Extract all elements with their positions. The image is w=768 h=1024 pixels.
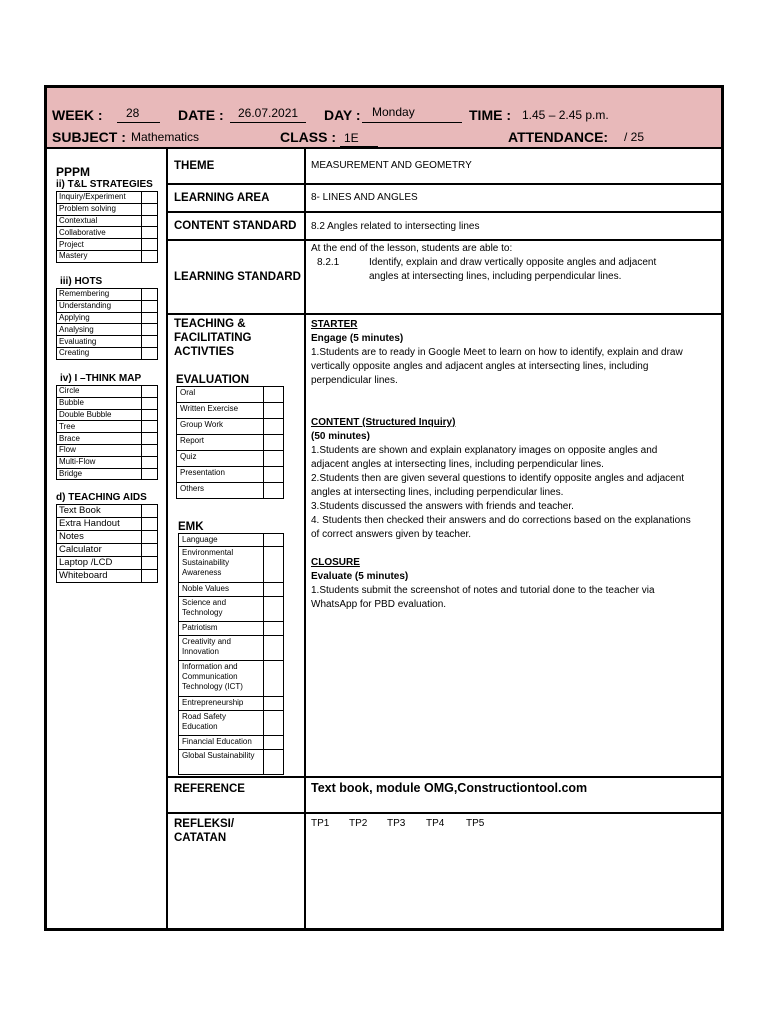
starter-title: STARTER (311, 319, 358, 330)
list-item: Contextual (57, 215, 158, 227)
list-item: Science and Technology (179, 597, 284, 622)
checkbox[interactable] (142, 336, 158, 348)
checkbox[interactable] (264, 419, 284, 435)
checkbox[interactable] (264, 661, 284, 697)
list-item: Whiteboard (57, 570, 158, 583)
day-label: DAY : (324, 107, 361, 123)
refleksi-label-1: REFLEKSI/ (174, 818, 235, 830)
tp-2: TP2 (349, 818, 368, 829)
checkbox[interactable] (142, 456, 158, 468)
teaching-aids-table (56, 504, 158, 583)
attendance-label: ATTENDANCE: (508, 129, 609, 145)
list-item: Problem solving (57, 203, 158, 215)
list-item: Inquiry/Experiment (57, 192, 158, 204)
tfa-label-1: TEACHING & (174, 318, 246, 330)
checkbox[interactable] (142, 397, 158, 409)
i-think-map-table (56, 385, 158, 480)
list-item: Language (179, 534, 284, 547)
time-value: 1.45 – 2.45 p.m. (522, 108, 609, 122)
evaluation-title: EVALUATION (176, 374, 250, 386)
pppm-title: PPPM (56, 165, 91, 179)
theme-label: THEME (174, 160, 215, 172)
theme-value: MEASUREMENT AND GEOMETRY (311, 160, 472, 171)
subject-value: Mathematics (131, 130, 200, 144)
checkbox[interactable] (264, 583, 284, 597)
checkbox[interactable] (142, 347, 158, 359)
checkbox[interactable] (264, 534, 284, 547)
list-item: Patriotism (179, 622, 284, 636)
list-item: Written Exercise (177, 403, 284, 419)
reference-value: Text book, module OMG,Constructiontool.com (311, 781, 588, 795)
checkbox[interactable] (264, 697, 284, 711)
list-item: Analysing (57, 324, 158, 336)
i-think-map-title: iv) I –THINK MAP (60, 373, 142, 384)
checkbox[interactable] (142, 289, 158, 301)
class-value: 1E (344, 131, 359, 145)
week-label: WEEK : (52, 107, 103, 123)
checkbox[interactable] (264, 547, 284, 583)
checkbox[interactable] (264, 387, 284, 403)
hots-title: iii) HOTS (60, 276, 103, 287)
list-item: Noble Values (179, 583, 284, 597)
date-value: 26.07.2021 (238, 106, 299, 120)
content-standard-label: CONTENT STANDARD (174, 220, 297, 232)
emk-title: EMK (178, 521, 204, 533)
list-item: Report (177, 435, 284, 451)
learning-standard-intro: At the end of the lesson, students are able to: (311, 243, 513, 254)
tl-strategies-table (56, 191, 158, 263)
checkbox[interactable] (142, 505, 158, 518)
list-item: Circle (57, 386, 158, 398)
learning-standard-text-2: angles at intersecting lines, including perpendicular lines. (369, 271, 622, 282)
content-subtitle: (50 minutes) (311, 431, 370, 442)
activities-text: STARTER Engage (5 minutes) 1.Students are to ready in Google Meet to learn on how to identify, explain and draw vertically opposite angles and adjacent angles at intersecting lines, including perpendicular lines. CONTENT (Structured Inquiry) (50 minutes) 1.Students are shown and explain explanatory images on opposite angles and adjacent angles at intersecting lines, including perpendicular lines. 2.Students then are given several questions to identify opposite angles and adjacent angles at intersecting lines, including perpendicular lines. 3.Students discussed the answers with friends and teacher. 4. Students then checked their answers and do corrections based on the explanations of correct answers given by teacher. CLOSURE Evaluate (5 minutes) 1.Students submit the screenshot of notes and tutorial done to the teacher via WhatsApp for PBD evaluation. (311, 318, 719, 612)
checkbox[interactable] (142, 239, 158, 251)
tp-1: TP1 (311, 818, 330, 829)
list-item: Extra Handout (57, 518, 158, 531)
checkbox[interactable] (264, 622, 284, 636)
list-item: Financial Education (179, 736, 284, 750)
checkbox[interactable] (142, 250, 158, 262)
tl-strategies-title: ii) T&L STRATEGIES (56, 179, 153, 190)
tfa-label-3: ACTIVTIES (174, 346, 235, 358)
list-item: Entrepreneurship (179, 697, 284, 711)
list-item: Mastery (57, 250, 158, 262)
teaching-aids-title: d) TEACHING AIDS (56, 492, 147, 503)
list-item: Group Work (177, 419, 284, 435)
learning-standard-code: 8.2.1 (317, 257, 340, 268)
checkbox[interactable] (142, 409, 158, 421)
list-item: Understanding (57, 300, 158, 312)
checkbox[interactable] (142, 433, 158, 445)
emk-table (178, 533, 284, 775)
checkbox[interactable] (264, 451, 284, 467)
hots-table (56, 288, 158, 360)
checkbox[interactable] (142, 192, 158, 204)
list-item: Laptop /LCD (57, 557, 158, 570)
list-item: Remembering (57, 289, 158, 301)
checkbox[interactable] (264, 483, 284, 499)
list-item: Presentation (177, 467, 284, 483)
checkbox[interactable] (142, 421, 158, 433)
learning-area-value: 8- LINES AND ANGLES (311, 192, 418, 203)
list-item: Applying (57, 312, 158, 324)
checkbox[interactable] (142, 324, 158, 336)
learning-standard-text-1: Identify, explain and draw vertically opposite angles and adjacent (369, 257, 657, 268)
checkbox[interactable] (142, 518, 158, 531)
tp-4: TP4 (426, 818, 445, 829)
checkbox[interactable] (142, 203, 158, 215)
checkbox[interactable] (142, 544, 158, 557)
list-item: Bridge (57, 468, 158, 480)
tp-5: TP5 (466, 818, 485, 829)
checkbox[interactable] (142, 386, 158, 398)
date-label: DATE : (178, 107, 224, 123)
closure-title: CLOSURE (311, 557, 360, 568)
list-item: Collaborative (57, 227, 158, 239)
list-item: Brace (57, 433, 158, 445)
class-label: CLASS : (280, 129, 336, 145)
attendance-value: / 25 (624, 130, 645, 144)
learning-area-label: LEARNING AREA (174, 192, 270, 204)
list-item: Global Sustainability (179, 750, 284, 775)
checkbox[interactable] (142, 531, 158, 544)
reference-label: REFERENCE (174, 783, 245, 795)
checkbox[interactable] (264, 597, 284, 622)
list-item: Double Bubble (57, 409, 158, 421)
day-value: Monday (372, 105, 415, 119)
checkbox[interactable] (264, 435, 284, 451)
subject-label: SUBJECT : (52, 129, 126, 145)
closure-subtitle: Evaluate (5 minutes) (311, 571, 409, 582)
checkbox[interactable] (264, 750, 284, 775)
list-item: Creativity and Innovation (179, 636, 284, 661)
list-item: Information and Communication Technology (ICT) (179, 661, 284, 697)
list-item: Oral (177, 387, 284, 403)
checkbox[interactable] (142, 570, 158, 583)
list-item: Project (57, 239, 158, 251)
checkbox[interactable] (142, 215, 158, 227)
list-item: Evaluating (57, 336, 158, 348)
list-item: Creating (57, 347, 158, 359)
checkbox[interactable] (264, 403, 284, 419)
checkbox[interactable] (264, 711, 284, 736)
list-item: Flow (57, 444, 158, 456)
learning-standard-label: LEARNING STANDARD (174, 271, 301, 283)
checkbox[interactable] (142, 227, 158, 239)
list-item: Bubble (57, 397, 158, 409)
list-item: Calculator (57, 544, 158, 557)
list-item: Others (177, 483, 284, 499)
list-item: Environmental Sustainability Awareness (179, 547, 284, 583)
content-standard-value: 8.2 Angles related to intersecting lines (311, 221, 480, 232)
checkbox[interactable] (142, 557, 158, 570)
checkbox[interactable] (142, 300, 158, 312)
checkbox[interactable] (264, 636, 284, 661)
tp-3: TP3 (387, 818, 406, 829)
list-item: Multi-Flow (57, 456, 158, 468)
refleksi-label-2: CATATAN (174, 832, 227, 844)
checkbox[interactable] (142, 468, 158, 480)
checkbox[interactable] (142, 312, 158, 324)
starter-subtitle: Engage (5 minutes) (311, 333, 404, 344)
list-item: Notes (57, 531, 158, 544)
content-title: CONTENT (Structured Inquiry) (311, 417, 456, 428)
list-item: Tree (57, 421, 158, 433)
week-value: 28 (126, 106, 140, 120)
checkbox[interactable] (142, 444, 158, 456)
tfa-label-2: FACILITATING (174, 332, 252, 344)
list-item: Road Safety Education (179, 711, 284, 736)
list-item: Text Book (57, 505, 158, 518)
checkbox[interactable] (264, 467, 284, 483)
time-label: TIME : (469, 107, 511, 123)
list-item: Quiz (177, 451, 284, 467)
evaluation-table (176, 386, 284, 499)
checkbox[interactable] (264, 736, 284, 750)
